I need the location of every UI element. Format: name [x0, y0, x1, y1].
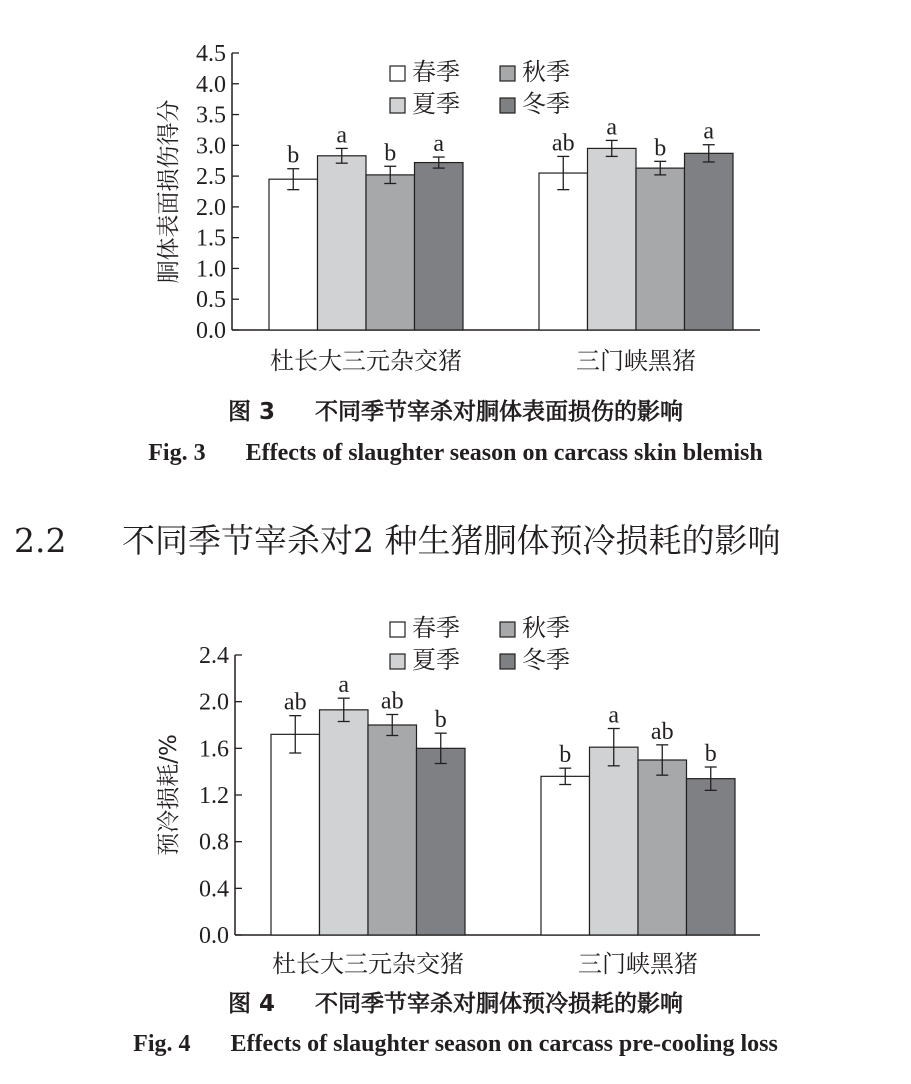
fig3-significance-letter: b	[384, 140, 397, 167]
fig3-bar	[318, 156, 367, 330]
fig4-legend-label: 夏季	[412, 646, 460, 674]
fig4-legend-swatch	[390, 622, 405, 637]
fig4-bar	[417, 748, 466, 935]
fig4-significance-letter: ab	[650, 718, 674, 745]
fig3-category-label: 三门峡黑猪	[576, 347, 696, 375]
fig4-bar	[368, 725, 417, 935]
figure-3-title-cn: 不同季节宰杀对胴体表面损伤的影响	[315, 399, 683, 425]
section-heading	[14, 515, 781, 562]
fig4-bar	[590, 747, 639, 935]
fig4-legend-swatch	[500, 622, 515, 637]
fig4-legend-swatch	[500, 654, 515, 669]
fig4-y-tick-label: 2.4	[199, 643, 229, 669]
figure-4-label-cn: 图 4	[227, 991, 275, 1017]
fig3-category-label: 杜长大三元杂交猪	[270, 347, 462, 375]
fig3-legend-swatch	[390, 98, 405, 113]
fig3-y-tick-label: 0.0	[196, 318, 226, 344]
fig3-y-tick-label: 2.0	[196, 194, 226, 221]
fig3-y-tick-label: 4.5	[196, 41, 226, 67]
fig3-bar	[366, 175, 415, 330]
fig4-significance-letter: b	[559, 742, 572, 769]
fig3-legend-label: 秋季	[522, 58, 570, 86]
figure-3-label-en: Fig. 3	[148, 440, 206, 466]
fig3-legend-swatch	[390, 66, 405, 81]
fig4-y-tick-label: 0.4	[199, 876, 229, 903]
fig4-category-label: 杜长大三元杂交猪	[272, 950, 464, 978]
fig3-y-tick-label: 3.5	[196, 102, 226, 129]
fig3-y-tick-label: 4.0	[196, 71, 226, 98]
fig3-significance-letter: a	[433, 131, 445, 158]
figure-4-chart	[0, 590, 911, 985]
figure-3-caption-en	[0, 440, 911, 467]
fig3-bar	[539, 173, 588, 330]
fig3-legend-label: 夏季	[412, 90, 460, 118]
figure-4-caption-cn	[0, 985, 911, 1018]
fig3-significance-letter: a	[336, 122, 348, 149]
fig3-significance-letter: b	[654, 135, 667, 162]
fig4-legend-label: 冬季	[522, 646, 570, 674]
fig4-y-tick-label: 1.6	[199, 736, 229, 763]
fig4-legend-label: 秋季	[522, 614, 570, 642]
fig3-bar	[636, 168, 685, 330]
fig3-legend-swatch	[500, 98, 515, 113]
fig4-legend-label: 春季	[412, 614, 460, 642]
fig3-y-tick-label: 3.0	[196, 133, 226, 160]
figure-3-chart	[0, 0, 911, 380]
section-title: 不同季节宰杀对2 种生猪胴体预冷损耗的影响	[122, 521, 781, 560]
fig4-bar	[638, 760, 687, 935]
fig4-significance-letter: ab	[283, 689, 307, 716]
fig4-significance-letter: b	[434, 707, 447, 734]
fig3-y-tick-label: 1.5	[196, 225, 226, 252]
fig3-bar	[588, 148, 637, 330]
fig3-significance-letter: a	[606, 114, 618, 141]
fig3-significance-letter: b	[287, 142, 300, 169]
fig3-y-label: 胴体表面损伤得分	[156, 99, 182, 284]
fig4-y-tick-label: 1.2	[199, 783, 229, 809]
fig3-y-tick-label: 0.5	[196, 287, 226, 314]
fig3-y-tick-label: 2.5	[196, 164, 226, 191]
figure-3-title-en: Effects of slaughter season on carcass skin blemish	[245, 440, 763, 466]
fig4-bar	[271, 734, 320, 935]
fig3-legend-label: 冬季	[522, 90, 570, 118]
fig4-legend-swatch	[390, 654, 405, 669]
figure-3-caption-cn	[0, 393, 911, 426]
fig3-legend-swatch	[500, 66, 515, 81]
fig3-significance-letter: a	[703, 118, 715, 145]
figure-4-label-en: Fig. 4	[133, 1031, 191, 1057]
fig3-significance-letter: ab	[551, 130, 575, 157]
figure-4-title-en: Effects of slaughter season on carcass pre-cooling loss	[230, 1031, 778, 1057]
fig3-y-tick-label: 1.0	[196, 256, 226, 283]
fig4-y-tick-label: 0.8	[199, 829, 229, 856]
fig4-category-label: 三门峡黑猪	[578, 950, 698, 978]
fig4-bar	[687, 779, 736, 935]
figure-4-title-cn: 不同季节宰杀对胴体预冷损耗的影响	[315, 991, 683, 1017]
fig4-y-tick-label: 2.0	[199, 689, 229, 716]
fig3-bar	[269, 179, 318, 330]
fig4-significance-letter: b	[704, 741, 717, 767]
fig3-bar	[415, 163, 464, 330]
fig4-bar	[541, 776, 590, 935]
fig3-bar	[685, 153, 734, 330]
fig4-significance-letter: a	[338, 672, 350, 699]
fig4-bar	[320, 710, 369, 935]
fig4-significance-letter: ab	[380, 688, 404, 715]
fig4-y-label: 预冷损耗/%	[156, 734, 182, 856]
fig4-y-tick-label: 0.0	[199, 923, 229, 949]
figure-3-label-cn: 图 3	[227, 399, 275, 425]
fig4-significance-letter: a	[608, 702, 620, 729]
fig3-legend-label: 春季	[412, 58, 460, 86]
section-number: 2.2	[14, 521, 67, 560]
figure-4-caption-en	[0, 1031, 911, 1058]
